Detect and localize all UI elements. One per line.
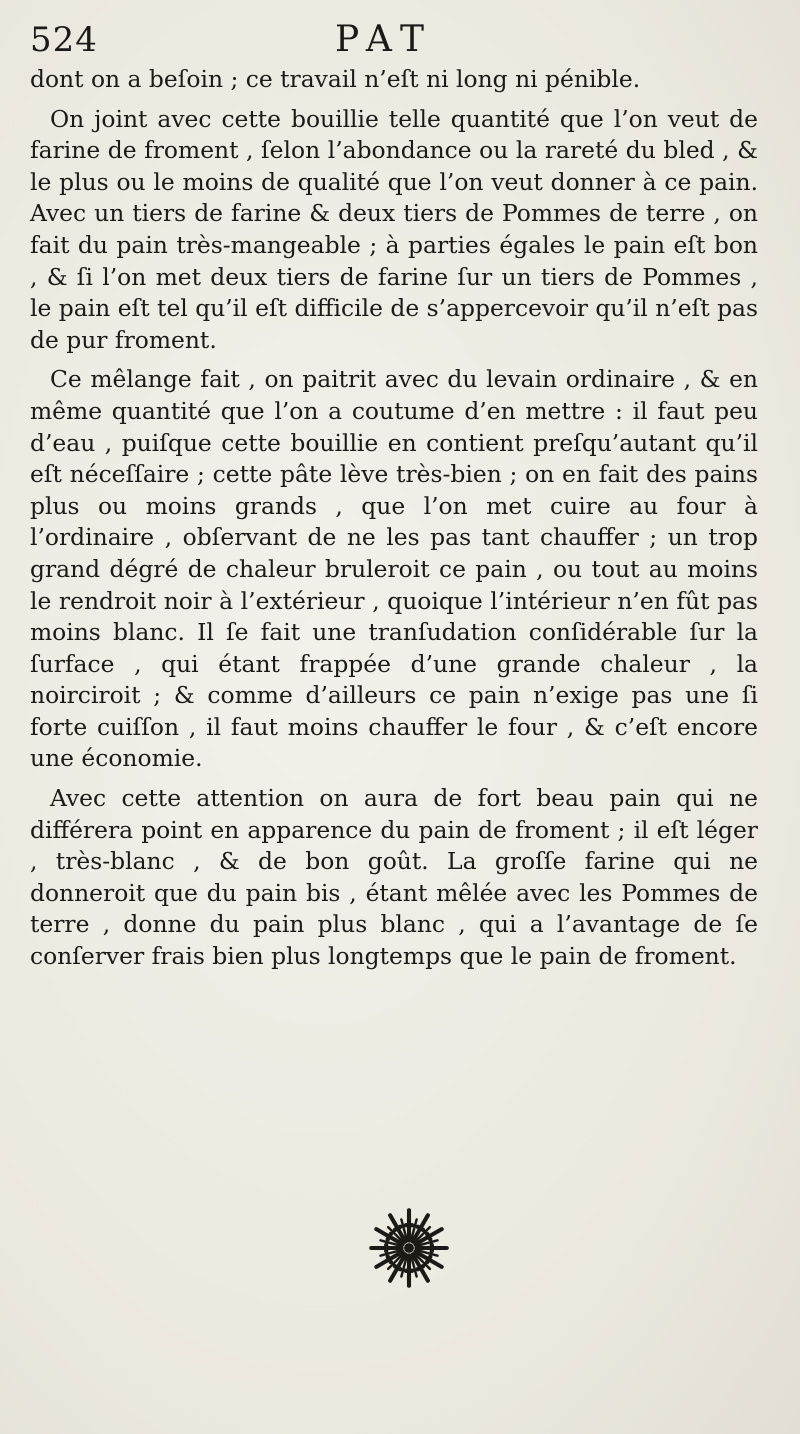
ornament-dot bbox=[430, 1243, 434, 1247]
paragraph: Ce mêlange fait , on paitrit avec du levain ordinaire , & en même quantité que l’on a coutume d’en mettre : il faut peu d’eau , puiſque cette bouillie en contient preſqu’autant qu’il eſt néceſſaire ; cette pâte lève très-bien ; on en fait des pains plus ou moins grands , que l’on met cuire au four à l’ordinaire , obſervant de ne les pas tant chauffer ; un trop grand dégré de chaleur bruleroit ce pain , ou tout au moins le rendroit noir à l’extérieur , quoique l’intérieur n’en fût pas moins blanc. Il ſe fait une tranſudation conſidérable ſur la ſurface , qui étant frappée d’une grande chaleur , la noirciroit ; & comme d’ailleurs ce pain n’exige pas une ſi forte cuiſſon , il faut moins chauffer le four , & c’eſt encore une économie. bbox=[30, 365, 758, 773]
ornament-dot bbox=[398, 1225, 402, 1229]
paragraph-continuation: dont on a beſoin ; ce travail n’eſt ni long ni pénible. bbox=[30, 65, 641, 93]
ornament-dot bbox=[430, 1249, 434, 1253]
ornament-dot bbox=[428, 1237, 432, 1241]
printers-ornament-icon bbox=[368, 1207, 450, 1289]
ornament-dot bbox=[386, 1255, 390, 1259]
paragraph: Avec cette attention on aura de fort beau pain qui ne différera point en apparence du pain de froment ; il eſt léger , très-blanc , & de bon goût. La groſſe farine qui ne donneroit que du pain bis , étant mêlée avec les Pommes de terre , donne du pain plus blanc , qui a l’avantage de ſe conſerver frais bien plus longtemps que le pain de froment. bbox=[30, 784, 758, 971]
running-head: PAT bbox=[335, 19, 434, 60]
page-number: 524 bbox=[30, 20, 98, 60]
ornament-dot bbox=[384, 1243, 388, 1247]
body-text bbox=[30, 64, 758, 973]
ornament-dot bbox=[404, 1269, 408, 1273]
page-header bbox=[30, 18, 760, 66]
paragraph: On joint avec cette bouillie telle quantité que l’on veut de farine de froment , ſelon l’abondance ou la rareté du bled , & le plus ou le moins de qualité que l’on veut donner à ce pain. Avec un tiers de farine & deux tiers de Pommes de terre , on fait du pain très-mangeable ; à parties égales le pain eſt bon , & ſi l’on met deux tiers de farine ſur un tiers de Pommes , le pain eſt tel qu’il eſt difficile de s’appercevoir qu’il n’eſt pas de pur froment. bbox=[30, 104, 758, 354]
ornament-dot bbox=[410, 1223, 414, 1227]
ornament-dot bbox=[416, 1267, 420, 1271]
